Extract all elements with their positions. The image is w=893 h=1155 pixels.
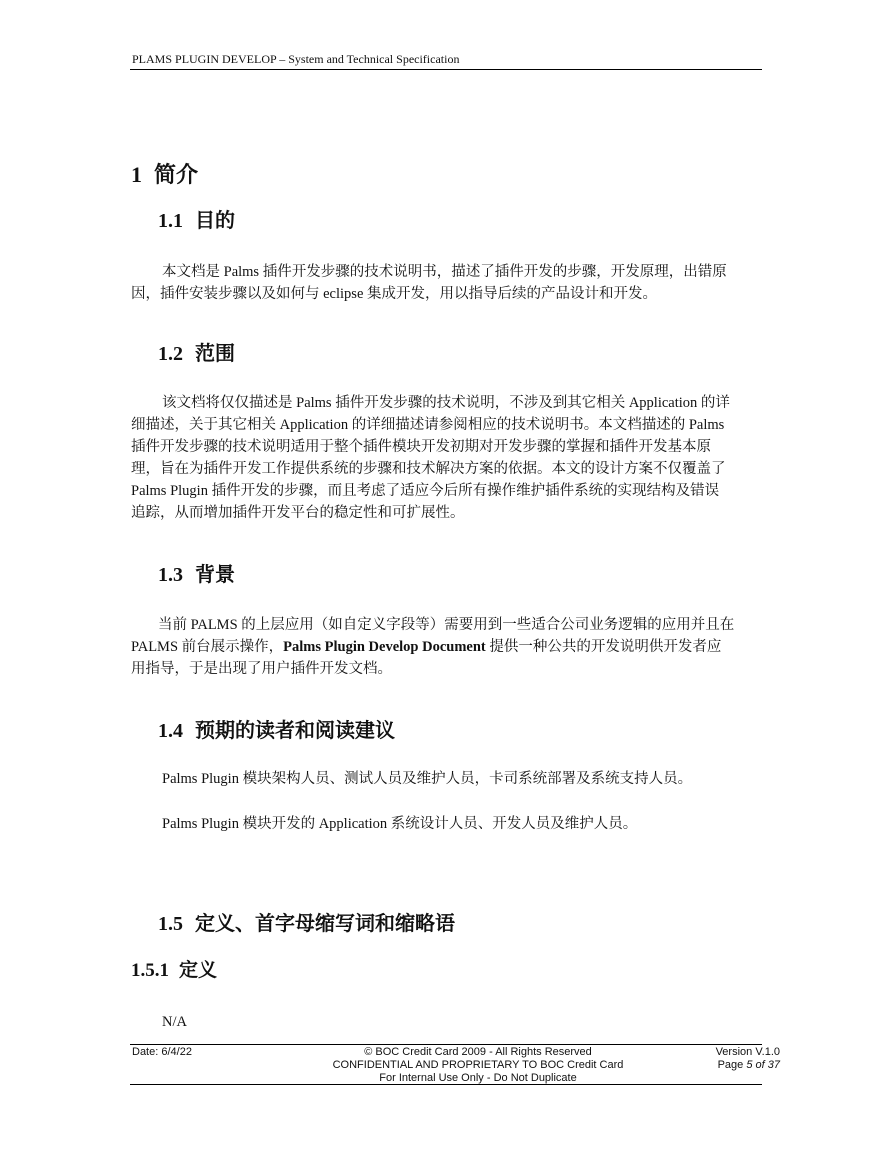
copyright-line: © BOC Credit Card 2009 - All Rights Reserved (364, 1046, 592, 1058)
section-number: 1.2 (158, 343, 183, 365)
purpose-paragraph (131, 261, 762, 305)
paragraph-line: 本文档是 Palms 插件开发步骤的技术说明书，描述了插件开发的步骤，开发原理，出错原 (162, 264, 727, 280)
page-current: 5 (746, 1059, 753, 1071)
page-of: of (752, 1059, 768, 1071)
paragraph-line: 理，旨在为插件开发工作提供系统的步骤和技术解决方案的依据。本文的设计方案不仅覆盖了 (131, 461, 726, 477)
page-header-title: PLAMS PLUGIN DEVELOP – System and Technical Specification (132, 52, 460, 66)
section-title: 定义 (179, 960, 218, 981)
internal-use-line: For Internal Use Only - Do Not Duplicate (379, 1072, 577, 1084)
footer-page-number (670, 1059, 780, 1072)
paragraph-line: 因，插件安装步骤以及如何与 eclipse 集成开发，用以指导后续的产品设计和开发。 (131, 286, 658, 302)
section-1-heading (131, 158, 198, 189)
section-title: 目的 (195, 210, 235, 232)
footer-version: Version V.1.0 (715, 1046, 780, 1058)
section-title: 定义、首字母缩写词和缩略语 (195, 913, 455, 935)
document-title-bold: Palms Plugin Develop Document (283, 639, 486, 655)
section-1-4-heading (158, 714, 395, 743)
page-prefix: Page (717, 1059, 747, 1071)
section-title: 背景 (195, 564, 235, 586)
readers-paragraph-1: Palms Plugin 模块架构人员、测试人员及维护人员，卡司系统部署及系统支持人员。 (162, 771, 693, 787)
readers-paragraph-2: Palms Plugin 模块开发的 Application 系统设计人员、开发人员及维护人员。 (162, 816, 638, 832)
section-1-3-heading (158, 558, 235, 587)
section-number: 1.1 (158, 210, 183, 232)
paragraph-line: Palms Plugin 插件开发的步骤，而且考虑了适应今后所有操作维护插件系统的实现结构及错误 (131, 483, 720, 499)
paragraph-line: 该文档将仅仅描述是 Palms 插件开发步骤的技术说明，不涉及到其它相关 Application 的详 (162, 395, 730, 411)
section-1-1-heading (158, 204, 235, 233)
section-number: 1.5 (158, 913, 183, 935)
section-number: 1.4 (158, 720, 183, 742)
footer-version-block (670, 1046, 780, 1072)
section-number: 1 (131, 162, 142, 187)
section-1-2-heading (158, 337, 235, 366)
section-1-5-heading (158, 907, 455, 936)
confidential-line: CONFIDENTIAL AND PROPRIETARY TO BOC Credit Card (332, 1059, 624, 1071)
footer-rule-bottom (130, 1084, 762, 1085)
footer-rule-top (130, 1044, 762, 1045)
paragraph-line: 当前 PALMS 的上层应用（如自定义字段等）需要用到一些适合公司业务逻辑的应用并且在 (158, 617, 735, 633)
scope-paragraph (131, 392, 762, 524)
paragraph-text: PALMS 前台展示操作， (131, 639, 284, 655)
section-title: 范围 (195, 343, 235, 365)
section-number: 1.3 (158, 564, 183, 586)
section-1-5-1-heading (131, 955, 217, 982)
section-number: 1.5.1 (131, 960, 169, 981)
definitions-body: N/A (162, 1014, 187, 1030)
footer-date: Date: 6/4/22 (132, 1046, 192, 1058)
paragraph-line: 追踪，从而增加插件开发平台的稳定性和可扩展性。 (131, 505, 465, 521)
paragraph-line (131, 636, 762, 658)
footer-copyright (262, 1046, 694, 1085)
background-paragraph (131, 614, 762, 680)
section-title: 预期的读者和阅读建议 (195, 720, 395, 742)
header-rule (130, 69, 762, 70)
paragraph-line: 细描述，关于其它相关 Application 的详细描述请参阅相应的技术说明书。本文档描述的 Palms (131, 417, 725, 433)
section-title: 简介 (154, 162, 199, 187)
page-total: 37 (767, 1059, 780, 1071)
paragraph-text: 提供一种公共的开发说明供开发者应 (485, 639, 722, 655)
paragraph-line: 用指导，于是出现了用户插件开发文档。 (131, 661, 392, 677)
paragraph-line: 插件开发步骤的技术说明适用于整个插件模块开发初期对开发步骤的掌握和插件开发基本原 (131, 439, 711, 455)
